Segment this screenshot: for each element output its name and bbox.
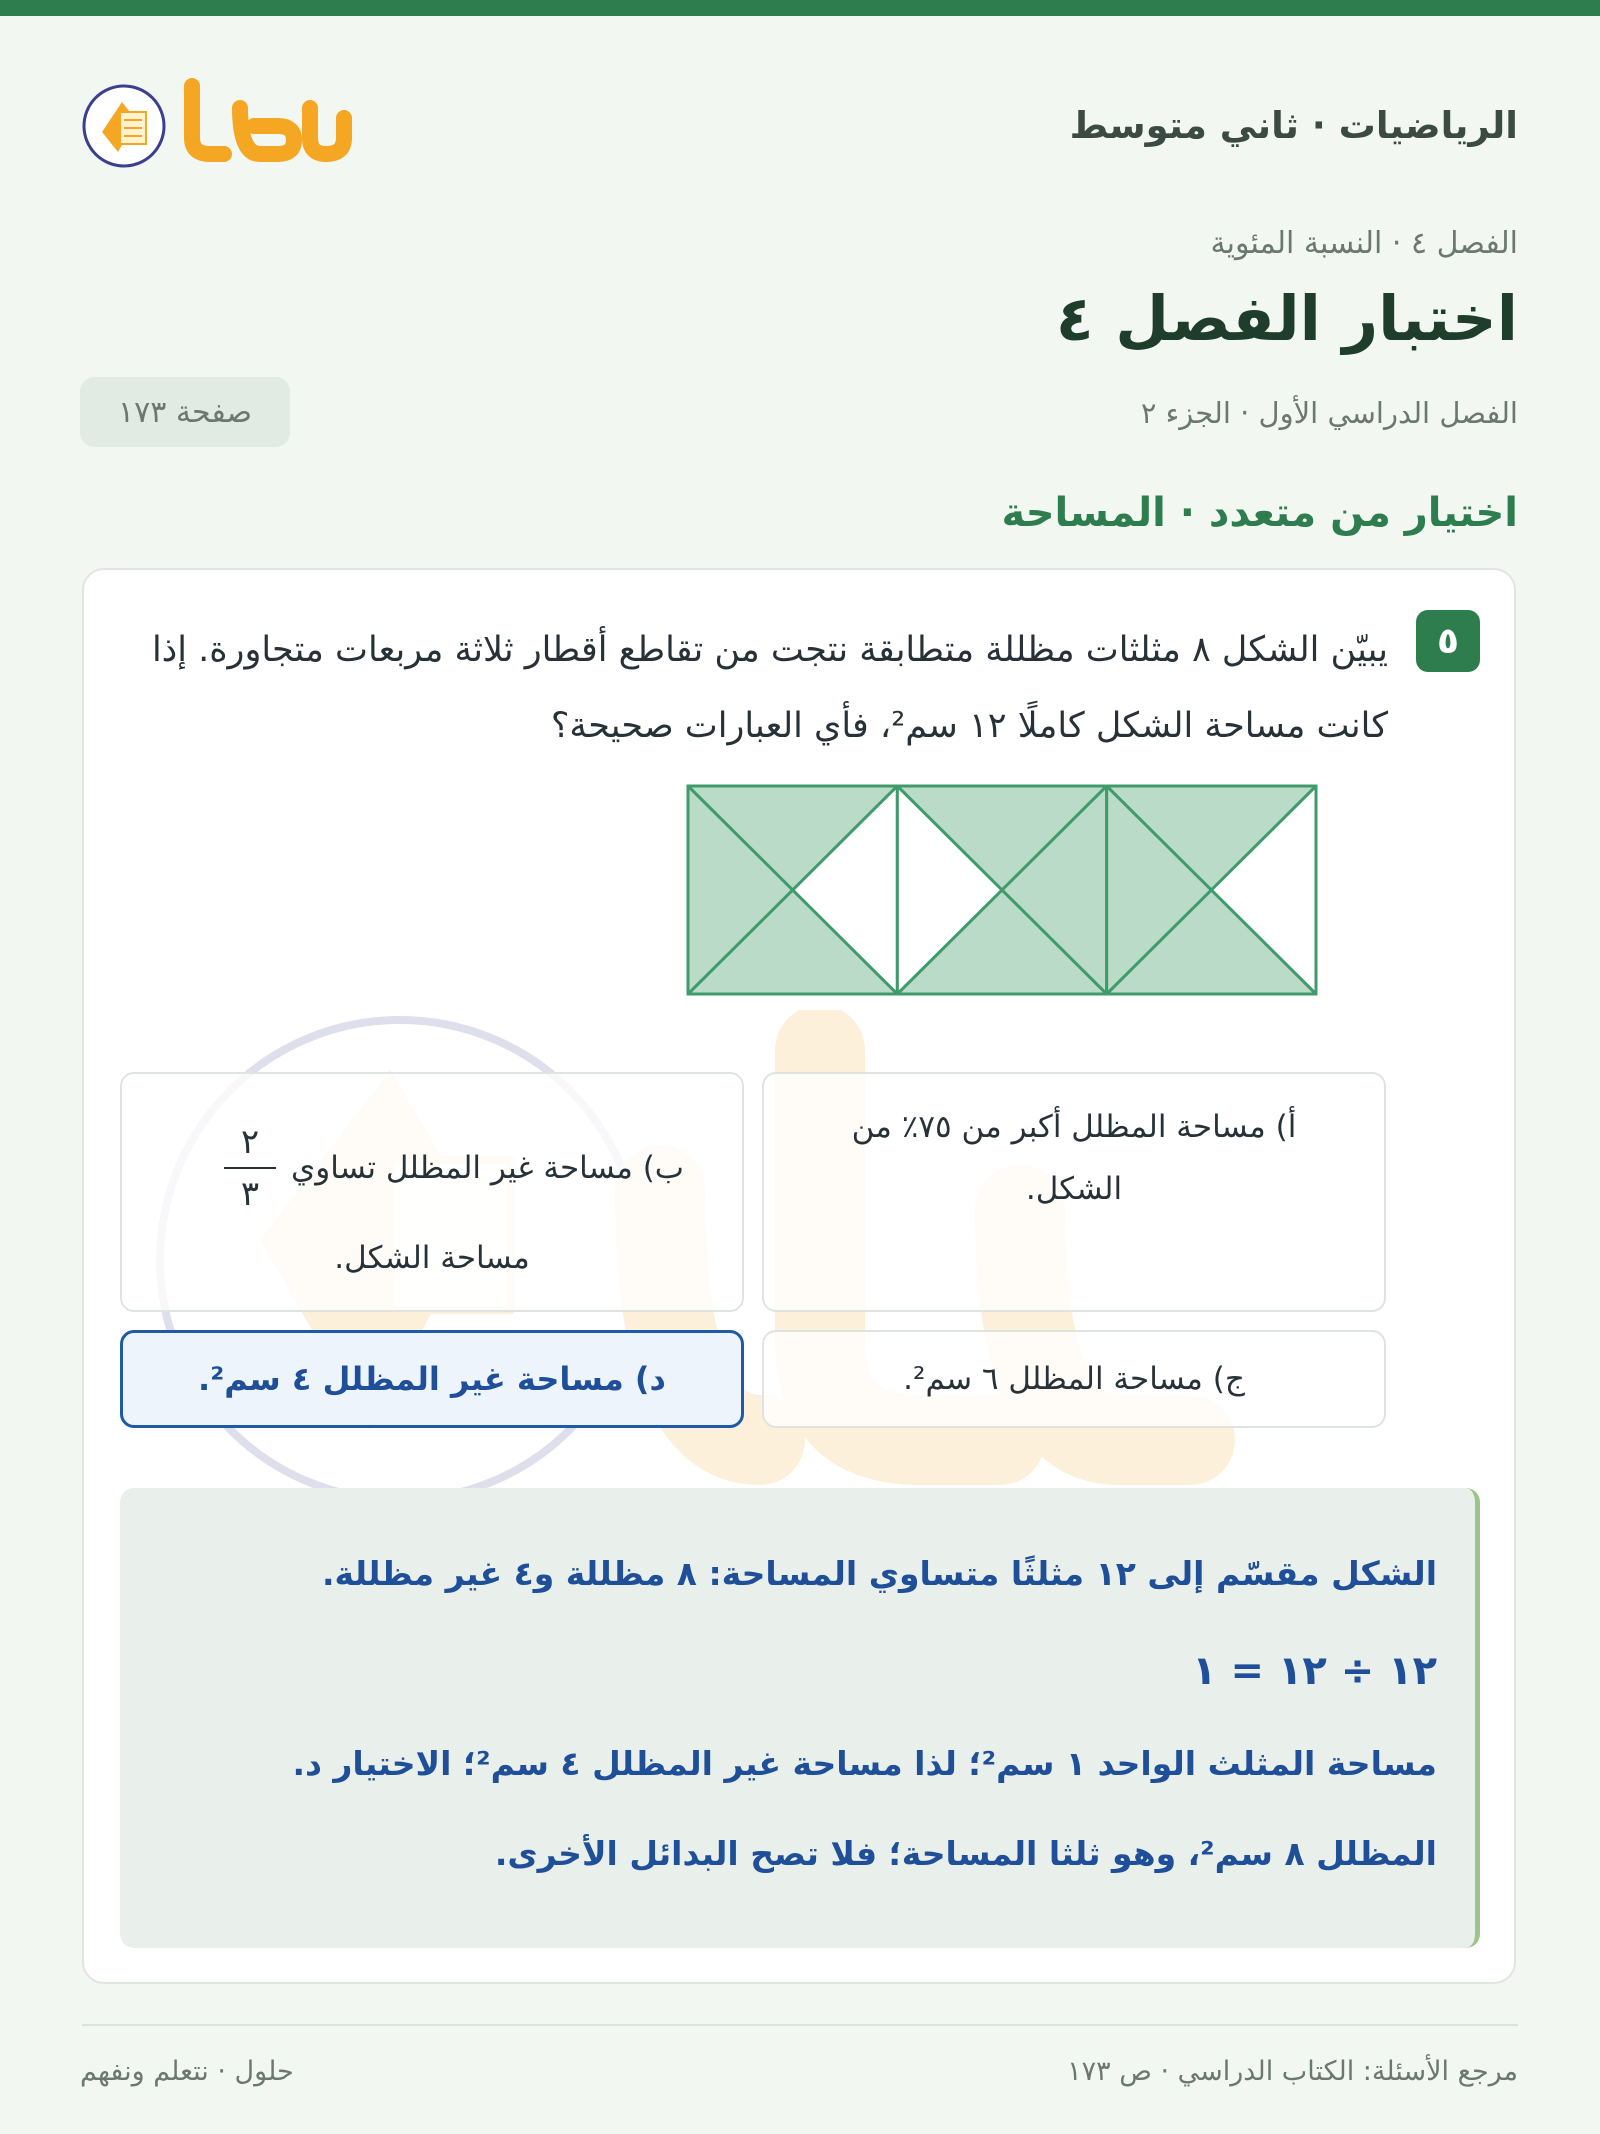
- option-c-text: ج) مساحة المظلل ٦ سم².: [903, 1361, 1245, 1397]
- option-d-text: د) مساحة غير المظلل ٤ سم².: [198, 1360, 666, 1398]
- option-b-first-line: [223, 1122, 684, 1214]
- option-a[interactable]: [762, 1072, 1386, 1312]
- triangles-figure: [682, 780, 1322, 1000]
- footer-reference: مرجع الأسئلة: الكتاب الدراسي · ص ١٧٣: [1067, 2056, 1518, 2087]
- fraction-bar: [224, 1167, 276, 1169]
- squares-diagonals-diagram: [682, 780, 1322, 1000]
- solution-equation: ١٢ ÷ ١٢ = ١: [1192, 1648, 1437, 1694]
- fraction: [223, 1122, 277, 1214]
- footer-brand: حلول · نتعلم ونفهم: [80, 2056, 294, 2087]
- solution-box: [120, 1488, 1480, 1948]
- fraction-numerator: ٢: [240, 1122, 260, 1162]
- term-label: الفصل الدراسي الأول · الجزء ٢: [1140, 396, 1518, 430]
- hulul-logo[interactable]: [78, 68, 368, 178]
- option-b-suffix: مساحة الشكل.: [334, 1240, 530, 1276]
- option-b-prefix: ب) مساحة غير المظلل تساوي: [291, 1150, 684, 1186]
- question-number-badge: ٥: [1416, 610, 1480, 672]
- top-accent-bar: [0, 0, 1600, 16]
- solution-line-1: الشكل مقسّم إلى ١٢ مثلثًا متساوي المساحة: ٨ مظللة و٤ غير مظللة.: [322, 1554, 1437, 1593]
- footer-divider: [82, 2024, 1518, 2026]
- page-title: اختبار الفصل ٤: [1055, 282, 1518, 355]
- page-number-badge: صفحة ١٧٣: [80, 377, 290, 447]
- solution-line-3: مساحة المثلث الواحد ١ سم²؛ لذا مساحة غير المظلل ٤ سم²؛ الاختيار د.: [292, 1744, 1437, 1783]
- option-c[interactable]: [762, 1330, 1386, 1428]
- solution-line-4: المظلل ٨ سم²، وهو ثلثا المساحة؛ فلا تصح البدائل الأخرى.: [494, 1834, 1437, 1873]
- option-a-text: أ) مساحة المظلل أكبر من ٧٥٪ من الشكل.: [851, 1109, 1297, 1207]
- subject-heading: الرياضيات · ثاني متوسط: [1069, 104, 1518, 147]
- logo-icon: [78, 68, 368, 178]
- question-text: يبيّن الشكل ٨ مثلثات مظللة متطابقة نتجت من تقاطع أقطار ثلاثة مربعات متجاورة. إذا كانت مساحة الشكل كاملًا ١٢ سم²، فأي العبارات صحيحة؟: [151, 630, 1388, 746]
- section-title: اختيار من متعدد · المساحة: [1001, 490, 1518, 536]
- fraction-denominator: ٣: [240, 1174, 260, 1214]
- chapter-label: الفصل ٤ · النسبة المئوية: [1210, 226, 1518, 261]
- option-b[interactable]: [120, 1072, 744, 1312]
- option-d-selected[interactable]: [120, 1330, 744, 1428]
